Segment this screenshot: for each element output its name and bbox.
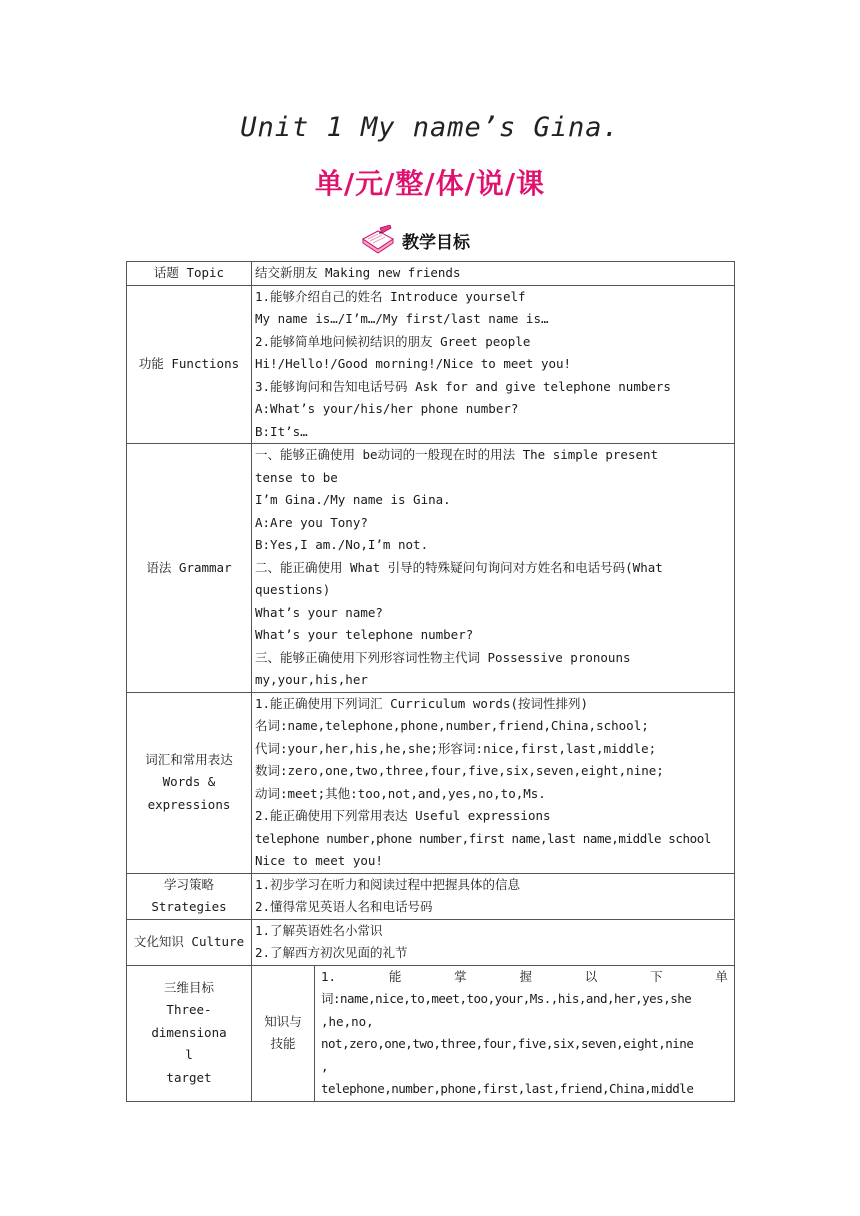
strategies-content xyxy=(252,873,735,919)
content-line: I’m Gina./My name is Gina. xyxy=(255,492,451,507)
knowledge-skills-header xyxy=(252,965,315,1101)
table-row xyxy=(127,692,735,873)
content-line: ,he,no, xyxy=(321,1013,374,1029)
content-line: 一、能够正确使用 be动词的一般现在时的用法 The simple present xyxy=(255,447,659,462)
content-line: 1.能够介绍自己的姓名 Introduce yourself xyxy=(255,288,526,304)
content-line: telephone number,phone number,first name,last name,middle school xyxy=(255,830,712,846)
content-line: not,zero,one,two,three,four,five,six,seven,eight,nine xyxy=(321,1036,694,1051)
content-line: questions) xyxy=(255,582,331,597)
content-line: Hi!/Hello!/Good morning!/Nice to meet you! xyxy=(255,356,572,371)
table-row xyxy=(127,965,735,1101)
word: 掌 xyxy=(454,968,467,984)
word: 1. xyxy=(321,968,337,984)
section-heading xyxy=(360,225,470,255)
content-line: 代词:your,her,his,he,she;形容词:nice,first,last,middle; xyxy=(255,740,657,756)
topic-content xyxy=(252,262,735,286)
header-line: l xyxy=(185,1047,193,1063)
content-line: 1.了解英语姓名小常识 xyxy=(255,922,383,938)
content-line: 1.初步学习在听力和阅读过程中把握具体的信息 xyxy=(255,876,521,892)
content-line: A:Are you Tony? xyxy=(255,514,368,530)
words-content xyxy=(252,692,735,873)
content-line: 动词:meet;其他:too,not,and,yes,no,to,Ms. xyxy=(255,785,546,801)
content-line: 名词:name,telephone,phone,number,friend,China,school; xyxy=(255,718,649,733)
culture-content xyxy=(252,919,735,965)
header-line: 学习策略 xyxy=(163,876,214,892)
section-label: 教学目标 xyxy=(402,232,470,253)
content-line: What’s your telephone number? xyxy=(255,627,474,642)
content-line: 二、能正确使用 What 引导的特殊疑问句询问对方姓名和电话号码(What xyxy=(255,559,663,575)
content-line: 2.能正确使用下列常用表达 Useful expressions xyxy=(255,808,551,823)
content-line: 结交新朋友 Making new friends xyxy=(255,265,461,280)
page-subtitle: 单/元/整/体/说/课 xyxy=(314,167,546,200)
words-header xyxy=(127,692,252,873)
table-row xyxy=(127,444,735,693)
content-line: 2.懂得常见英语人名和电话号码 xyxy=(255,899,433,914)
knowledge-skills-content xyxy=(315,965,735,1101)
grammar-content xyxy=(252,444,735,693)
header-line: Strategies xyxy=(151,899,227,914)
content-line: 三、能够正确使用下列形容词性物主代词 Possessive pronouns xyxy=(255,649,631,665)
content-line: telephone,number,phone,first,last,friend,China,middle xyxy=(321,1081,694,1096)
functions-content xyxy=(252,285,735,444)
content-line: tense to be xyxy=(255,469,338,485)
functions-header: 功能 Functions xyxy=(127,285,252,444)
page-title: Unit 1 My name’s Gina. xyxy=(240,112,620,143)
content-line: my,your,his,her xyxy=(255,672,368,687)
content-line: 词:name,nice,to,meet,too,your,Ms.,his,and,her,yes,she xyxy=(321,991,692,1006)
word: 能 xyxy=(388,968,402,984)
table-row xyxy=(127,285,735,444)
header-line: target xyxy=(166,1069,212,1085)
header-line: Words & xyxy=(162,774,216,790)
content-line xyxy=(321,966,728,989)
topic-header: 话题 Topic xyxy=(127,262,252,286)
header-line: 词汇和常用表达 xyxy=(145,751,233,767)
pencil-book-icon xyxy=(360,225,396,255)
header-line: 三维目标 xyxy=(163,979,214,995)
word: 以 xyxy=(584,968,598,984)
header-line: 知识与 xyxy=(264,1013,302,1029)
content-line: What’s your name? xyxy=(255,604,383,620)
table-row xyxy=(127,919,735,965)
table-row xyxy=(127,262,735,286)
header-line: Three-dimensiona xyxy=(151,1002,227,1040)
content-line: , xyxy=(321,1058,329,1074)
table-row xyxy=(127,873,735,919)
word: 下 xyxy=(650,968,663,984)
content-line: B:Yes,I am./No,I’m not. xyxy=(255,537,429,552)
content-line: My name is…/I’m…/My first/last name is… xyxy=(255,311,549,326)
word: 单 xyxy=(715,968,728,984)
word: 握 xyxy=(519,968,532,984)
content-line: B:It’s… xyxy=(255,423,308,439)
three-dimensional-header xyxy=(127,965,252,1101)
content-line: A:What’s your/his/her phone number? xyxy=(255,401,519,416)
header-line: 技能 xyxy=(270,1036,296,1051)
content-line: 3.能够询问和告知电话号码 Ask for and give telephone numbers xyxy=(255,378,671,394)
content-line: 2.能够简单地问候初结识的朋友 Greet people xyxy=(255,333,531,349)
teaching-goals-table xyxy=(126,261,735,1102)
content-line: 1.能正确使用下列词汇 Curriculum words(按词性排列) xyxy=(255,695,589,711)
content-line: 数词:zero,one,two,three,four,five,six,seven,eight,nine; xyxy=(255,763,664,778)
strategies-header xyxy=(127,873,252,919)
header-line: expressions xyxy=(147,796,231,812)
content-line: Nice to meet you! xyxy=(255,853,383,868)
content-line: 2.了解西方初次见面的礼节 xyxy=(255,945,408,960)
grammar-header: 语法 Grammar xyxy=(127,444,252,693)
culture-header: 文化知识 Culture xyxy=(127,919,252,965)
